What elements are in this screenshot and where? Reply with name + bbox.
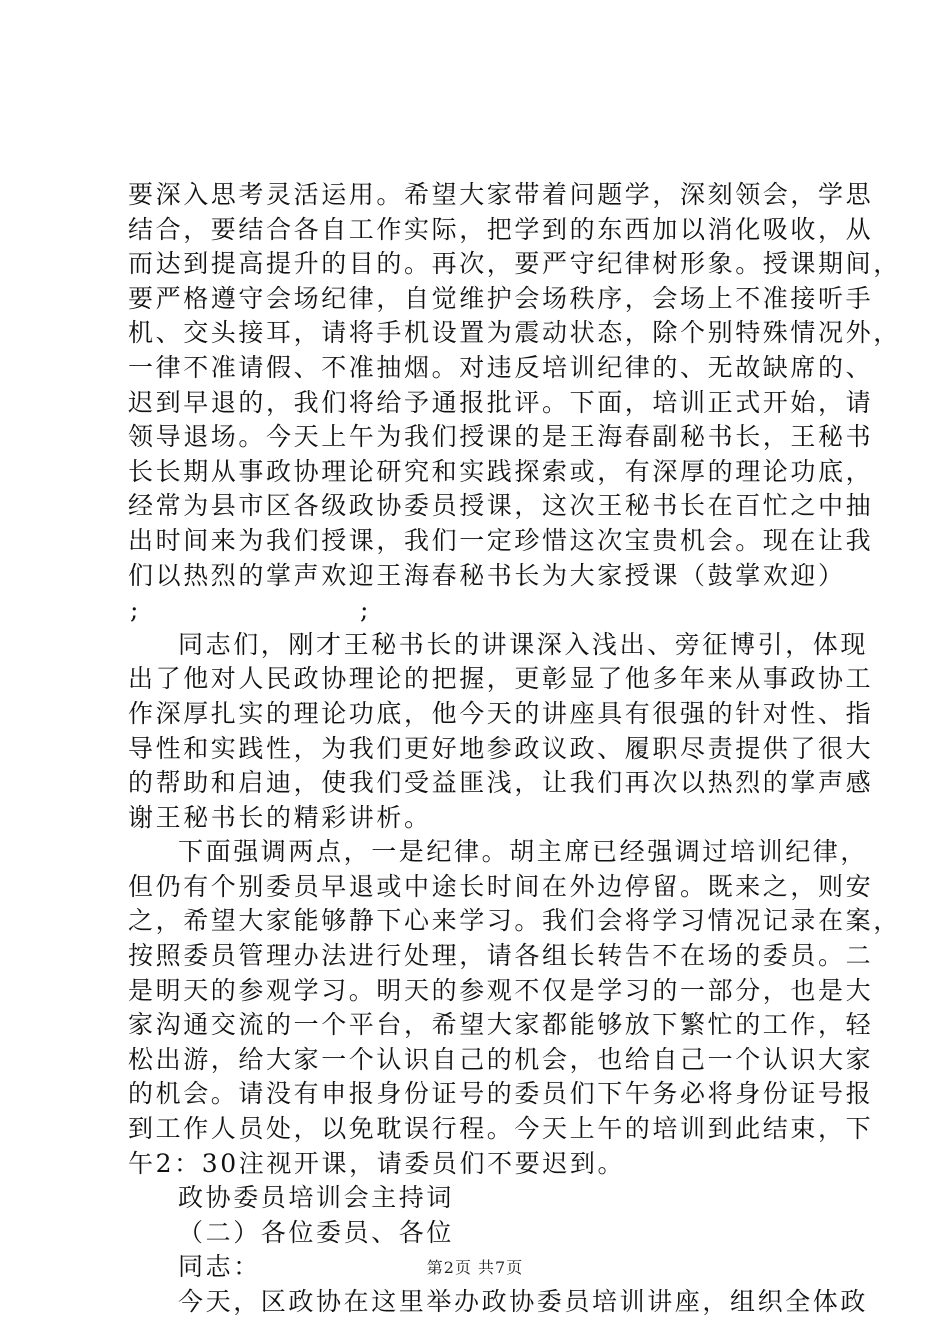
text-line: 要严格遵守会场纪律，自觉维护会场秩序，会场上不准接听手 — [128, 283, 874, 313]
page-number-footer: 第2页 共7页 — [426, 1258, 524, 1277]
text-line: 一律不准请假、不准抽烟。对违反培训纪律的、无故缺席的、 — [128, 352, 874, 382]
paragraph-line: 下面强调两点，一是纪律。胡主席已经强调过培训纪律， — [178, 837, 869, 867]
section-heading: 政协委员培训会主持词 — [178, 1183, 455, 1213]
text-line: 机、交头接耳，请将手机设置为震动状态，除个别特殊情况外， — [128, 318, 901, 348]
paragraph-line: 松出游，给大家一个认识自己的机会，也给自己一个认识大家 — [128, 1044, 874, 1074]
paragraph-line: 导性和实践性，为我们更好地参政议政、履职尽责提供了很大 — [128, 733, 874, 763]
paragraph-line: 是明天的参观学习。明天的参观不仅是学习的一部分，也是大 — [128, 975, 874, 1005]
paragraph-line: 之，希望大家能够静下心来学习。我们会将学习情况记录在案， — [128, 906, 901, 936]
paragraph-line: 出了他对人民政协理论的把握，更彰显了他多年来从事政协工 — [128, 664, 874, 694]
paragraph-line: 家沟通交流的一个平台，希望大家都能够放下繁忙的工作，轻 — [128, 1010, 874, 1040]
text-line: 长长期从事政协理论研究和实践探索或，有深厚的理论功底， — [128, 456, 874, 486]
paragraph-line: 谢王秘书长的精彩讲析。 — [128, 802, 432, 832]
salutation: 同志： — [178, 1252, 261, 1282]
paragraph-line: 的机会。请没有申报身份证号的委员们下午务必将身份证号报 — [128, 1079, 874, 1109]
text-line: 出时间来为我们授课，我们一定珍惜这次宝贵机会。现在让我 — [128, 525, 874, 555]
text-line: 经常为县市区各级政协委员授课，这次王秘书长在百忙之中抽 — [128, 491, 874, 521]
semicolon-right: ; — [360, 595, 369, 625]
document-body — [128, 178, 901, 1320]
paragraph-line: 作深厚扎实的理论功底，他今天的讲座具有很强的针对性、指 — [128, 698, 874, 728]
paragraph-line: 同志们，刚才王秘书长的讲课深入浅出、旁征博引，体现 — [178, 629, 869, 659]
paragraph-line: 但仍有个别委员早退或中途长时间在外边停留。既来之，则安 — [128, 871, 874, 901]
paragraph-line: 按照委员管理办法进行处理，请各组长转告不在场的委员。二 — [128, 941, 874, 971]
text-line: 领导退场。今天上午为我们授课的是王海春副秘书长，王秘书 — [128, 422, 874, 452]
paragraph-line: 到工作人员处，以免耽误行程。今天上午的培训到此结束，下 — [128, 1114, 874, 1144]
paragraph-line: 的帮助和启迪，使我们受益匪浅，让我们再次以热烈的掌声感 — [128, 768, 874, 798]
text-line: 而达到提高提升的目的。再次，要严守纪律树形象。授课期间， — [128, 249, 901, 279]
text-line: 迟到早退的，我们将给予通报批评。下面，培训正式开始，请 — [128, 387, 874, 417]
text-line: 结合，要结合各自工作实际，把学到的东西加以消化吸收，从 — [128, 214, 874, 244]
semicolon-left: ; — [130, 595, 139, 625]
paragraph-line: 午2：30注视开课，请委员们不要迟到。 — [128, 1148, 626, 1178]
text-line: 要深入思考灵活运用。希望大家带着问题学，深刻领会，学思 — [128, 180, 874, 209]
semicolon-line — [128, 593, 828, 628]
text-line: 们以热烈的掌声欢迎王海春秘书长为大家授课（鼓掌欢迎） — [128, 560, 846, 590]
paragraph-line: 今天，区政协在这里举办政协委员培训讲座，组织全体政 — [178, 1287, 869, 1316]
section-subheading: （二）各位委员、各位 — [178, 1217, 455, 1247]
